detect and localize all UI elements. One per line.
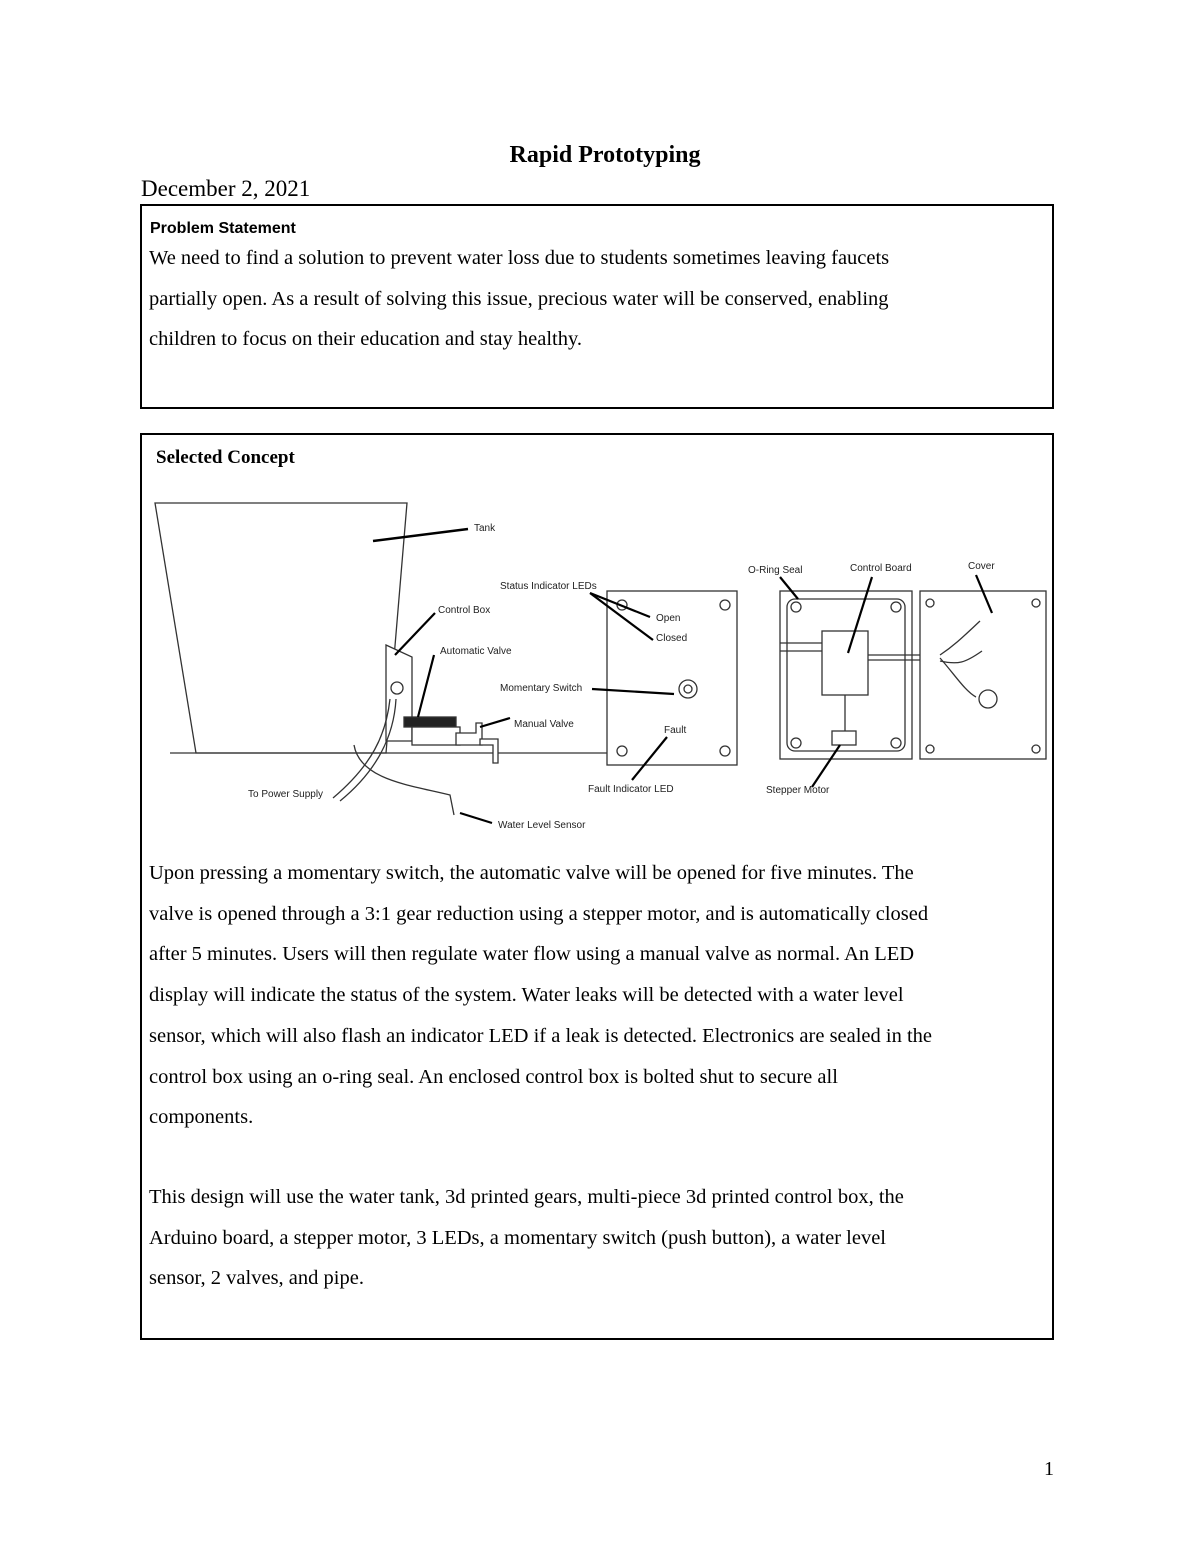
label-automatic-valve: Automatic Valve bbox=[440, 646, 512, 657]
cover-drawing bbox=[920, 561, 1046, 759]
label-open: Open bbox=[656, 613, 681, 624]
problem-statement-text: We need to find a solution to prevent water loss due to students sometimes leaving faucets partially open. As a result of solving this issue, precious water will be conserved, enabling children to focus on their education and stay healthy. bbox=[149, 247, 890, 351]
tank-drawing bbox=[155, 503, 610, 753]
document-title: Rapid Prototyping bbox=[509, 142, 701, 168]
label-control-box: Control Box bbox=[438, 605, 491, 616]
label-manual-valve: Manual Valve bbox=[514, 719, 574, 730]
label-closed: Closed bbox=[656, 633, 688, 644]
document-date: December 2, 2021 bbox=[141, 176, 311, 201]
selected-concept-heading: Selected Concept bbox=[156, 447, 295, 468]
label-tank: Tank bbox=[474, 523, 496, 534]
concept-sketch bbox=[150, 495, 1050, 840]
label-control-board: Control Board bbox=[850, 563, 912, 574]
label-oring-seal: O-Ring Seal bbox=[748, 565, 803, 576]
label-cover: Cover bbox=[968, 561, 995, 572]
front-panel-drawing bbox=[500, 581, 737, 795]
label-fault-indicator-led: Fault Indicator LED bbox=[588, 784, 674, 795]
selected-concept-box bbox=[140, 433, 1054, 1340]
concept-description: Upon pressing a momentary switch, the automatic valve will be opened for five minutes. The valve is opened through a 3:1 gear reduction using a stepper motor, and is automatically closed after 5 minutes. Users will then regulate water flow using a manual valve as normal. An LED display will indicate the status of the system. Water leaks will be detected with a water level sensor, which will also flash an indicator LED if a leak is detected. Electronics are sealed in the control box using an o-ring seal. An enclosed control box is bolted shut to secure all components. bbox=[149, 862, 933, 1129]
page-number: 1 bbox=[1044, 1458, 1054, 1480]
concept-components: This design will use the water tank, 3d printed gears, multi-piece 3d printed control box, the Arduino board, a stepper motor, 3 LEDs, a momentary switch (push button), a water level sensor, 2 valves, and pipe. bbox=[149, 1186, 904, 1290]
problem-statement-heading: Problem Statement bbox=[150, 220, 296, 237]
problem-statement-box bbox=[140, 204, 1054, 409]
label-water-level-sensor: Water Level Sensor bbox=[498, 820, 586, 831]
label-to-power-supply: To Power Supply bbox=[248, 789, 324, 800]
label-status-indicator-leds: Status Indicator LEDs bbox=[500, 581, 597, 592]
label-fault: Fault bbox=[664, 725, 687, 736]
label-momentary-switch: Momentary Switch bbox=[500, 683, 583, 694]
open-box-drawing bbox=[748, 563, 940, 796]
label-stepper-motor: Stepper Motor bbox=[766, 785, 830, 796]
